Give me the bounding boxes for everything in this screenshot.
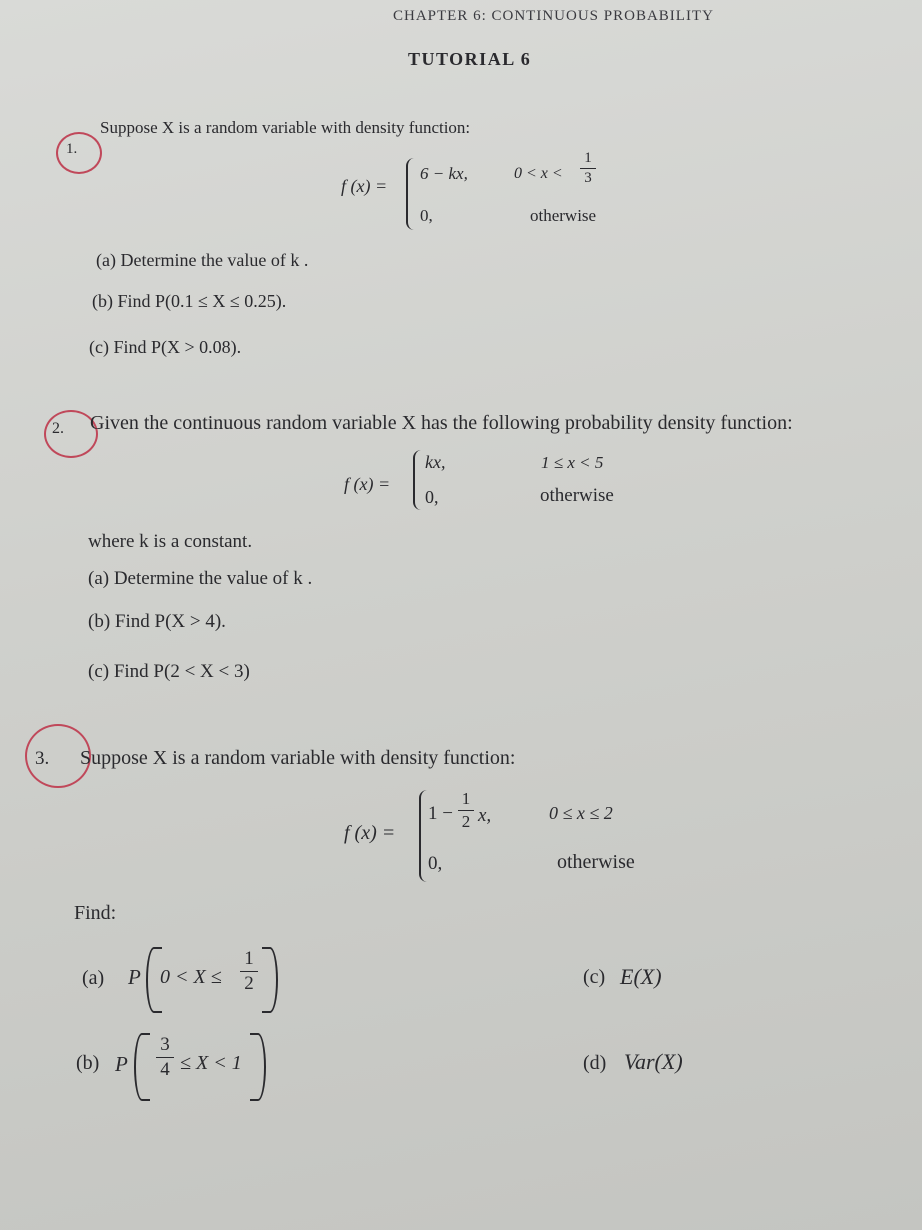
- q3-case2-expr: 0,: [428, 853, 443, 874]
- q1-part-b: (b) Find P(0.1 ≤ X ≤ 0.25).: [92, 291, 287, 311]
- q3-case1-cond: 0 ≤ x ≤ 2: [549, 803, 613, 823]
- q2-part-b: (b) Find P(X > 4).: [88, 611, 226, 632]
- q1-part-c: (c) Find P(X > 0.08).: [89, 337, 242, 357]
- q1-frac-den: 3: [584, 170, 592, 186]
- q3-case2-cond: otherwise: [557, 851, 635, 873]
- q1-case1-cond: 0 < x <: [514, 165, 563, 182]
- chapter-header: CHAPTER 6: CONTINUOUS PROBABILITY: [393, 8, 714, 24]
- q3-part-a-p: P: [128, 965, 141, 989]
- q3-b-frac-den: 4: [160, 1059, 170, 1080]
- q1-number: 1.: [66, 141, 78, 157]
- q3-frac-den: 2: [461, 812, 471, 831]
- q1-part-a: (a) Determine the value of k .: [96, 250, 309, 270]
- q3-part-a-inner: 0 < X ≤: [160, 966, 222, 988]
- q1-f-lhs: f (x) =: [341, 176, 388, 196]
- q2-case1-expr: kx,: [425, 452, 446, 472]
- q1-brace: [406, 158, 418, 230]
- q3-case1-post: x,: [478, 805, 492, 826]
- q3-case1-fraction: [458, 789, 474, 832]
- q1-case2-expr: 0,: [420, 206, 433, 225]
- q3-part-b-label: (b): [76, 1052, 100, 1074]
- q2-prompt: Given the continuous random variable X has the following probability density function:: [90, 412, 793, 434]
- q3-frac-num: 1: [461, 789, 471, 808]
- q3-part-b-fraction: [156, 1034, 174, 1081]
- q3-a-frac-num: 1: [244, 948, 254, 969]
- q3-part-c-label: (c): [583, 966, 606, 988]
- q2-brace: [413, 450, 425, 510]
- q3-part-d-expr: Var(X): [624, 1049, 683, 1074]
- q3-part-a-fraction: [240, 948, 258, 995]
- q3-case1-pre: 1 −: [428, 803, 453, 824]
- q3-b-frac-num: 3: [160, 1034, 170, 1055]
- q3-part-c-expr: E(X): [620, 964, 662, 989]
- q2-case2-expr: 0,: [425, 487, 439, 507]
- q3-number: 3.: [35, 748, 50, 769]
- q1-number-circle: [56, 132, 102, 174]
- q1-case1-expr: 6 − kx,: [420, 164, 468, 183]
- q3-prompt: Suppose X is a random variable with density function:: [80, 747, 516, 769]
- q2-number: 2.: [52, 420, 64, 437]
- q2-case2-cond: otherwise: [540, 485, 614, 506]
- q3-part-d-label: (d): [583, 1052, 607, 1074]
- page-title: TUTORIAL 6: [408, 49, 532, 69]
- q3-part-b-paren-right: [250, 1033, 266, 1101]
- q2-part-c: (c) Find P(2 < X < 3): [88, 661, 250, 682]
- q2-f-lhs: f (x) =: [344, 474, 391, 494]
- q3-f-lhs: f (x) =: [344, 822, 396, 844]
- q1-prompt: Suppose X is a random variable with density function:: [100, 118, 471, 137]
- q3-part-b-paren-left: [134, 1033, 150, 1101]
- q1-case1-fraction: [580, 150, 596, 187]
- q2-where: where k is a constant.: [88, 531, 253, 552]
- q3-a-frac-den: 2: [244, 973, 254, 994]
- q1-case2-cond: otherwise: [530, 206, 597, 225]
- q3-part-b-inner: ≤ X < 1: [180, 1052, 242, 1074]
- q3-find: Find:: [74, 902, 117, 924]
- q2-case1-cond: 1 ≤ x < 5: [541, 453, 604, 472]
- q2-part-a: (a) Determine the value of k .: [88, 568, 313, 589]
- q3-part-a-paren-right: [262, 947, 278, 1013]
- q3-part-b-p: P: [115, 1052, 128, 1076]
- q3-part-a-label: (a): [82, 967, 105, 989]
- q1-frac-num: 1: [584, 150, 592, 166]
